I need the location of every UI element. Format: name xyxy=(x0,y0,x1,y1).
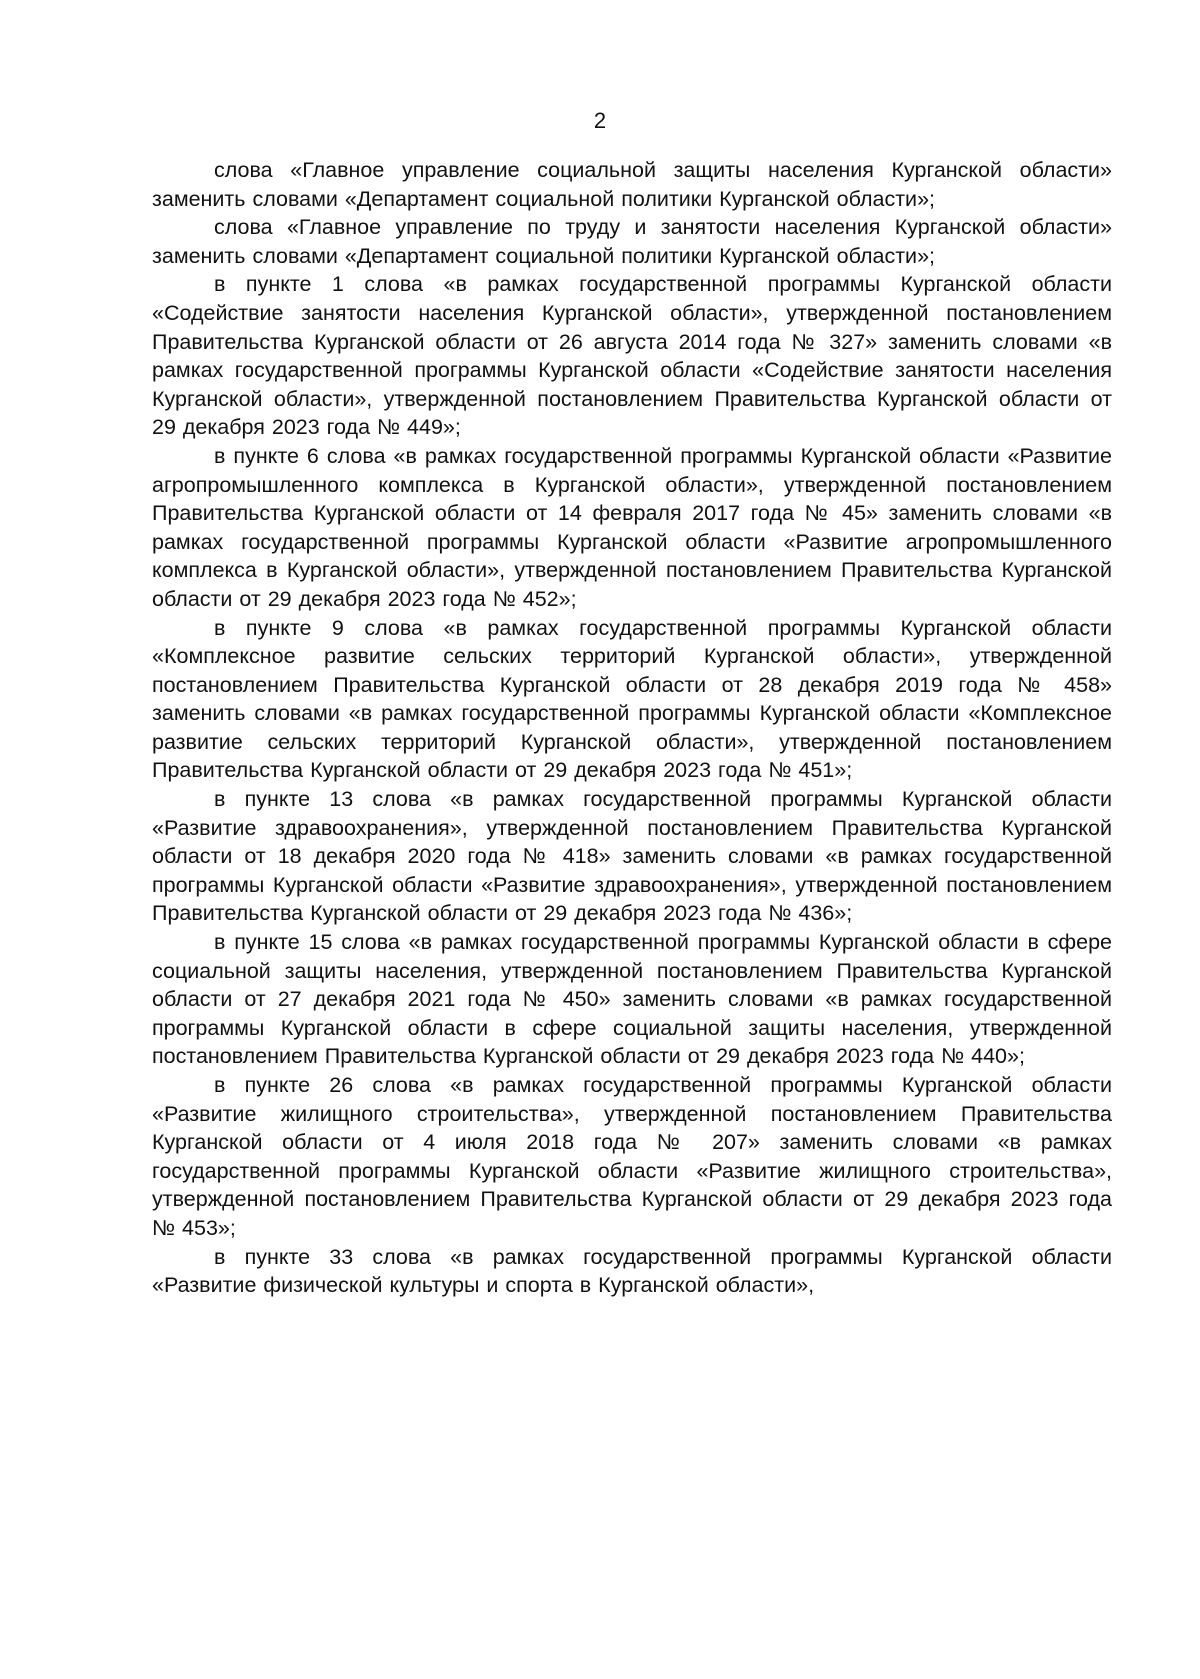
paragraph-item-6: в пункте 6 слова «в рамках государственной программы Курганской области «Развитие агропромышленного комплекса в Курганской области», утвержденной постановлением Правительства Курганской области от 14 февраля 2017 года № 45» заменить словами «в рамках государственной программы Курганской области «Развитие агропромышленного комплекса в Курганской области», утвержденной постановлением Правительства Курганской области от 29 декабря 2023 года № 452»; xyxy=(152,443,1112,611)
paragraph-item-15: в пункте 15 слова «в рамках государственной программы Курганской области в сфере социальной защиты населения, утвержденной постановлением Правительства Курганской области от 27 декабря 2021 года № 450» заменить словами «в рамках государственной программы Курганской области в сфере социальной защиты населения, утвержденной постановлением Правительства Курганской области от 29 декабря 2023 года № 440»; xyxy=(152,930,1112,1069)
paragraph-item-13: в пункте 13 слова «в рамках государственной программы Курганской области «Развитие здравоохранения», утвержденной постановлением Правительства Курганской области от 18 декабря 2020 года № 418» заменить словами «в рамках государственной программы Курганской области «Развитие здравоохранения», утвержденной постановлением Правительства Курганской области от 29 декабря 2023 года № 436»; xyxy=(152,787,1112,926)
paragraph-item-9: в пункте 9 слова «в рамках государственной программы Курганской области «Комплексное развитие сельских территорий Курганской области», утвержденной постановлением Правительства Курганской области от 28 декабря 2019 года № 458» заменить словами «в рамках государственной программы Курганской области «Комплексное развитие сельских территорий Курганской области», утвержденной постановлением Правительства Курганской области от 29 декабря 2023 года № 451»; xyxy=(152,615,1112,783)
paragraph-social-protection: слова «Главное управление социальной защиты населения Курганской области» заменить словами «Департамент социальной политики Курганской области»; xyxy=(152,158,1112,211)
paragraph-item-33: в пункте 33 слова «в рамках государственной программы Курганской области «Развитие физической культуры и спорта в Курганской области», xyxy=(152,1244,1112,1298)
paragraph-labor-employment: слова «Главное управление по труду и занятости населения Курганской области» заменить словами «Департамент социальной политики Курганской области»; xyxy=(152,215,1112,268)
document-body xyxy=(152,156,1112,1300)
paragraph-item-1: в пункте 1 слова «в рамках государственной программы Курганской области «Содействие занятости населения Курганской области», утвержденной постановлением Правительства Курганской области от 26 августа 2014 года № 327» заменить словами «в рамках государственной программы Курганской области «Содействие занятости населения Курганской области», утвержденной постановлением Правительства Курганской области от 29 декабря 2023 года № 449»; xyxy=(152,272,1112,440)
page-number: 2 xyxy=(593,108,607,133)
paragraph-item-26: в пункте 26 слова «в рамках государственной программы Курганской области «Развитие жилищного строительства», утвержденной постановлением Правительства Курганской области от 4 июля 2018 года № 207» заменить словами «в рамках государственной программы Курганской области «Развитие жилищного строительства», утвержденной постановлением Правительства Курганской области от 29 декабря 2023 года № 453»; xyxy=(152,1073,1112,1240)
